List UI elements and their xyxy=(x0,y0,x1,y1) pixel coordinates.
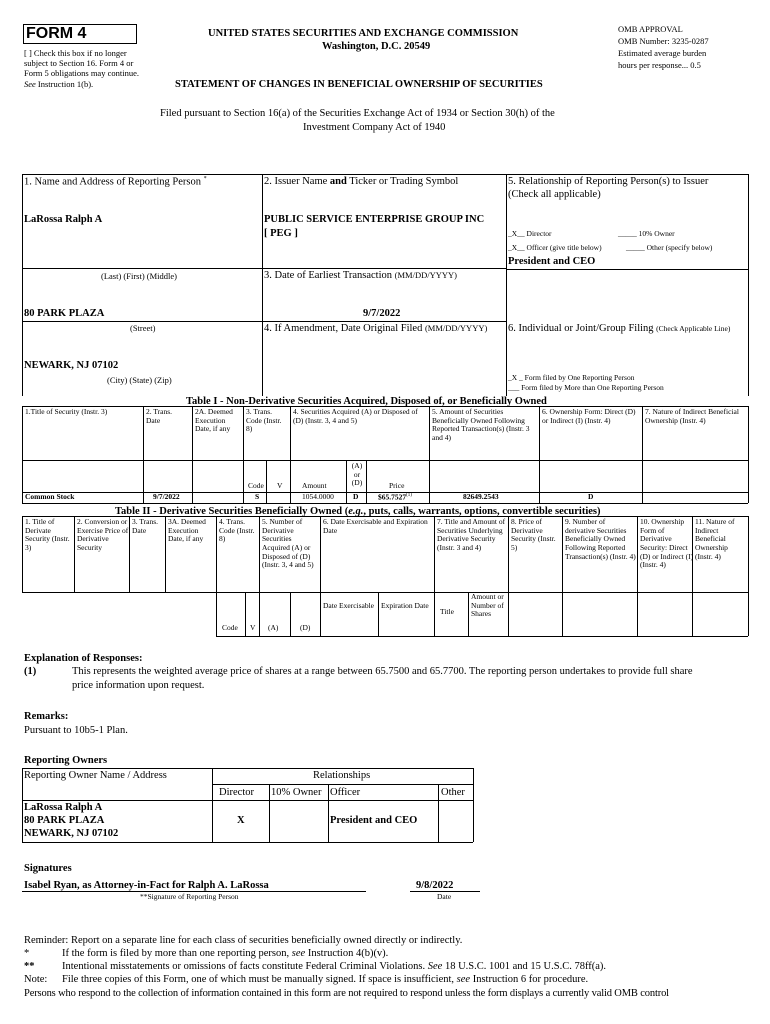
t1-sub-amount: Amount xyxy=(302,481,327,490)
earliest-transaction-date: 9/7/2022 xyxy=(363,308,401,319)
owners-rule xyxy=(22,842,473,843)
t1-vline xyxy=(539,406,540,503)
t1-col6-header: 6. Ownership Form: Direct (D) or Indirect (I) (Instr. 4) xyxy=(542,407,636,425)
owner-director-mark: X xyxy=(237,815,245,826)
name-caption: (Last) (First) (Middle) xyxy=(101,271,178,281)
grid-right-edge xyxy=(748,174,749,396)
t1-ownership-form: D xyxy=(588,492,594,501)
t1-vline xyxy=(748,406,749,503)
table2-sub-rule xyxy=(22,592,748,593)
t1-col3-header: 3. Trans. Code (Instr. 8) xyxy=(246,407,282,434)
t2-sub-date-ex: Date Exercisable xyxy=(323,601,375,610)
remarks-heading: Remarks: xyxy=(24,711,69,722)
t2-col7-header: 7. Title and Amount of Securities Underlying Derivative Security (Instr. 3 and 4) xyxy=(437,517,506,552)
owner-officer-title: President and CEO xyxy=(330,815,418,826)
relationship-other: _____ Other (specify below) xyxy=(626,243,713,252)
t2-sub-a: (A) xyxy=(268,623,279,632)
omb-number: OMB Number: 3235-0287 xyxy=(618,36,709,46)
t1-col2-header: 2. Trans. Date xyxy=(146,407,173,425)
owners-col-relationships: Relationships xyxy=(313,770,371,781)
t2-vline xyxy=(165,516,166,592)
relationship-director: _X__ Director xyxy=(508,229,552,238)
filing-label: 6. Individual or Joint/Group Filing (Check Applicable Line) xyxy=(508,323,731,334)
earliest-transaction-label: 3. Date of Earliest Transaction (MM/DD/YYYY) xyxy=(264,270,457,281)
relationship-label-1: 5. Relationship of Reporting Person(s) to Issuer xyxy=(508,176,709,187)
t2-col5-header: 5. Number of Derivative Securities Acquired (A) or Disposed of (D) (Instr. 3, 4 and 5) xyxy=(262,517,314,570)
owners-rule xyxy=(22,768,473,769)
issuer-name: PUBLIC SERVICE ENTERPRISE GROUP INC xyxy=(264,214,485,225)
table2-title: Table II - Derivative Securities Beneficially Owned (e.g., puts, calls, warrants, options, convertible securities) xyxy=(115,506,601,517)
footer-note-label: Note: xyxy=(24,974,48,985)
t2-vline xyxy=(434,516,435,636)
issuer-ticker: [ PEG ] xyxy=(264,228,298,239)
grid-divider-1 xyxy=(262,174,263,396)
t2-sub-exp: Expiration Date xyxy=(381,601,429,610)
owners-col-ten: 10% Owner xyxy=(271,787,322,798)
t1-ad: D xyxy=(353,492,359,501)
owners-vline xyxy=(212,768,213,842)
check-box-notice: [ ] Check this box if no longer subject to Section 16. Form 4 or Form 5 obligations may continue. See Instruction 1(b). xyxy=(24,48,139,89)
omb-hours: hours per response... 0.5 xyxy=(618,60,701,70)
filing-one-person: _X _ Form filed by One Reporting Person xyxy=(508,373,635,382)
t2-vline xyxy=(245,592,246,636)
filed-pursuant-line1: Filed pursuant to Section 16(a) of the Securities Exchange Act of 1934 or Section 30(h) of the xyxy=(160,108,555,119)
footer-double-star: ** xyxy=(24,961,35,972)
table1-bottom-rule xyxy=(22,503,748,504)
relationship-officer: _X__ Officer (give title below) xyxy=(508,243,602,252)
t1-col5-header: 5. Amount of Securities Beneficially Owned Following Reported Transaction(s) (Instr. 3 and 4) xyxy=(432,407,530,442)
t2-vline xyxy=(748,516,749,636)
t1-vline xyxy=(366,460,367,503)
t1-vline xyxy=(346,460,347,503)
reporting-owners-heading: Reporting Owners xyxy=(24,755,108,766)
t1-code: S xyxy=(255,492,260,501)
t1-vline xyxy=(642,406,643,503)
agency-city: Washington, D.C. 20549 xyxy=(322,41,431,52)
owners-vline xyxy=(22,768,23,842)
signature-date-caption: Date xyxy=(437,892,452,901)
city-caption: (City) (State) (Zip) xyxy=(107,375,172,385)
reporting-person-city: NEWARK, NJ 07102 xyxy=(24,360,119,371)
grid-rule-street xyxy=(22,321,262,322)
relationship-ten-percent: _____ 10% Owner xyxy=(618,229,675,238)
footer-star: * xyxy=(24,948,30,959)
t2-vline xyxy=(259,516,260,636)
t2-col3a-header: 3A. Deemed Execution Date, if any xyxy=(168,517,206,544)
t2-col3-header: 3. Trans. Date xyxy=(132,517,159,535)
street-caption: (Street) xyxy=(130,323,156,333)
t1-col7-header: 7. Nature of Indirect Beneficial Ownership (Instr. 4) xyxy=(645,407,739,425)
t2-sub-d: (D) xyxy=(300,623,311,632)
grid-rule-relationship xyxy=(506,269,748,270)
t2-vline xyxy=(74,516,75,592)
owners-col-officer: Officer xyxy=(330,787,361,798)
t2-sub-code: Code xyxy=(222,623,238,632)
grid-divider-2 xyxy=(506,174,507,396)
t2-sub-title: Title xyxy=(440,607,454,616)
agency-name: UNITED STATES SECURITIES AND EXCHANGE COMMISSION xyxy=(208,28,519,39)
table2-bottom-rule xyxy=(216,636,748,637)
issuer-label: 2. Issuer Name and Ticker or Trading Symbol xyxy=(264,176,459,187)
signatures-heading: Signatures xyxy=(24,863,72,874)
t2-vline xyxy=(129,516,130,592)
t2-col8-header: 8. Price of Derivative Security (Instr. 5) xyxy=(511,517,556,552)
form-title: FORM 4 xyxy=(26,25,87,42)
owners-vline xyxy=(328,784,329,842)
t2-col2-header: 2. Conversion or Exercise Price of Derivative Security xyxy=(77,517,129,552)
t1-vline xyxy=(192,406,193,503)
signer-name: Isabel Ryan, as Attorney-in-Fact for Ralph A. LaRossa xyxy=(24,880,269,891)
owners-vline xyxy=(438,784,439,842)
footer-persons: Persons who respond to the collection of information contained in this form are not required to respond unless the form displays a currently valid OMB control xyxy=(24,988,669,999)
reporting-person-label: 1. Name and Address of Reporting Person * xyxy=(24,176,207,188)
grid-top-rule xyxy=(22,174,748,175)
explanation-note-number: (1) xyxy=(24,666,37,677)
relationship-officer-title: President and CEO xyxy=(508,256,596,267)
t2-col9-header: 9. Number of derivative Securities Beneficially Owned Following Reported Transaction(s) (Instr. 4) xyxy=(565,517,636,561)
t1-date: 9/7/2022 xyxy=(153,492,180,501)
explanation-note-line2: price information upon request. xyxy=(72,680,205,691)
owner-name: LaRossa Ralph A xyxy=(24,802,103,813)
t1-vline xyxy=(143,406,144,503)
t1-vline xyxy=(22,406,23,503)
t2-sub-v: V xyxy=(250,623,256,632)
t1-vline xyxy=(266,460,267,503)
t1-sub-ad: (A) or (D) xyxy=(351,461,363,488)
grid-rule-date xyxy=(262,321,506,322)
t1-col1-header: 1.Title of Security (Instr. 3) xyxy=(25,407,108,416)
t2-vline xyxy=(22,516,23,592)
t2-col1-header: 1. Title of Derivate Security (Instr. 3) xyxy=(25,517,70,552)
filed-pursuant-line2: Investment Company Act of 1940 xyxy=(303,122,446,133)
reporting-person-name: LaRossa Ralph A xyxy=(24,214,103,225)
table1-sub-rule xyxy=(22,460,748,461)
footer-note-text: File three copies of this Form, one of which must be manually signed. If space is insufficient, see Instruction 6 for procedure. xyxy=(62,974,589,985)
t1-amount: 1054.0000 xyxy=(302,492,334,501)
filing-more-persons: ___ Form filed by More than One Reporting Person xyxy=(508,383,664,392)
explanation-note-line1: This represents the weighted average price of shares at a range between 65.7500 and 65.7700. The reporting person undertakes to provide full share xyxy=(72,666,693,677)
owners-col-other: Other xyxy=(441,787,465,798)
remarks-text: Pursuant to 10b5-1 Plan. xyxy=(24,725,128,736)
owners-vline xyxy=(473,768,474,842)
t2-vline xyxy=(378,592,379,636)
t1-sub-price: Price xyxy=(389,481,405,490)
t1-security: Common Stock xyxy=(25,492,75,501)
t2-col11-header: 11. Nature of Indirect Beneficial Ownership (Instr. 4) xyxy=(695,517,735,561)
t2-col6-header: 6. Date Exercisable and Expiration Date xyxy=(323,517,428,535)
t1-vline xyxy=(243,406,244,503)
footer-star-text: If the form is filed by more than one reporting person, see Instruction 4(b)(v). xyxy=(62,948,389,959)
table1-title: Table I - Non-Derivative Securities Acquired, Disposed of, or Beneficially Owned xyxy=(186,396,547,407)
relationship-label-2: (Check all applicable) xyxy=(508,189,601,200)
grid-rule-name xyxy=(22,268,506,269)
owners-rule xyxy=(22,800,473,801)
signature-date: 9/8/2022 xyxy=(416,880,454,891)
t1-owned-after: 82649.2543 xyxy=(463,492,499,501)
explanation-heading: Explanation of Responses: xyxy=(24,653,143,664)
t1-price: $65.7527$^{(1)}$ xyxy=(378,492,412,502)
amendment-label: 4. If Amendment, Date Original Filed (MM/DD/YYYY) xyxy=(264,323,488,334)
t2-col4-header: 4. Trans. Code (Instr. 8) xyxy=(219,517,255,544)
owners-col-director: Director xyxy=(219,787,254,798)
t2-sub-amount: Amount or Number of Shares xyxy=(471,592,504,619)
signer-caption: **Signature of Reporting Person xyxy=(140,892,239,901)
t1-col4-header: 4. Securities Acquired (A) or Disposed of (D) (Instr. 3, 4 and 5) xyxy=(293,407,418,425)
t1-sub-v: V xyxy=(277,481,283,490)
statement-title: STATEMENT OF CHANGES IN BENEFICIAL OWNERSHIP OF SECURITIES xyxy=(175,79,543,90)
t1-vline xyxy=(429,406,430,503)
owners-col-name: Reporting Owner Name / Address xyxy=(24,770,167,781)
owner-city: NEWARK, NJ 07102 xyxy=(24,828,119,839)
owners-rule xyxy=(212,784,473,785)
t2-vline xyxy=(290,592,291,636)
omb-approval: OMB APPROVAL xyxy=(618,24,683,34)
t2-vline xyxy=(216,516,217,636)
omb-burden: Estimated average burden xyxy=(618,48,707,58)
t2-col10-header: 10. Ownership Form of Derivative Security: Direct (D) or Indirect (I) (Instr. 4) xyxy=(640,517,694,570)
footer-double-star-text: Intentional misstatements or omissions of facts constitute Federal Criminal Violations. See 18 U.S.C. 1001 and 15 U.S.C. 78ff(a). xyxy=(62,961,607,972)
owners-vline xyxy=(269,784,270,842)
t1-vline xyxy=(290,406,291,503)
grid-left-edge xyxy=(22,174,23,396)
t2-vline xyxy=(637,516,638,636)
footer-reminder: Reminder: Report on a separate line for each class of securities beneficially owned directly or indirectly. xyxy=(24,935,463,946)
t1-sub-code: Code xyxy=(248,481,264,490)
owner-street: 80 PARK PLAZA xyxy=(24,815,105,826)
t2-vline xyxy=(562,516,563,636)
reporting-person-street: 80 PARK PLAZA xyxy=(24,308,105,319)
t1-col2a-header: 2A. Deemed Execution Date, if any xyxy=(195,407,233,434)
t2-vline xyxy=(320,516,321,636)
t2-vline xyxy=(468,592,469,636)
